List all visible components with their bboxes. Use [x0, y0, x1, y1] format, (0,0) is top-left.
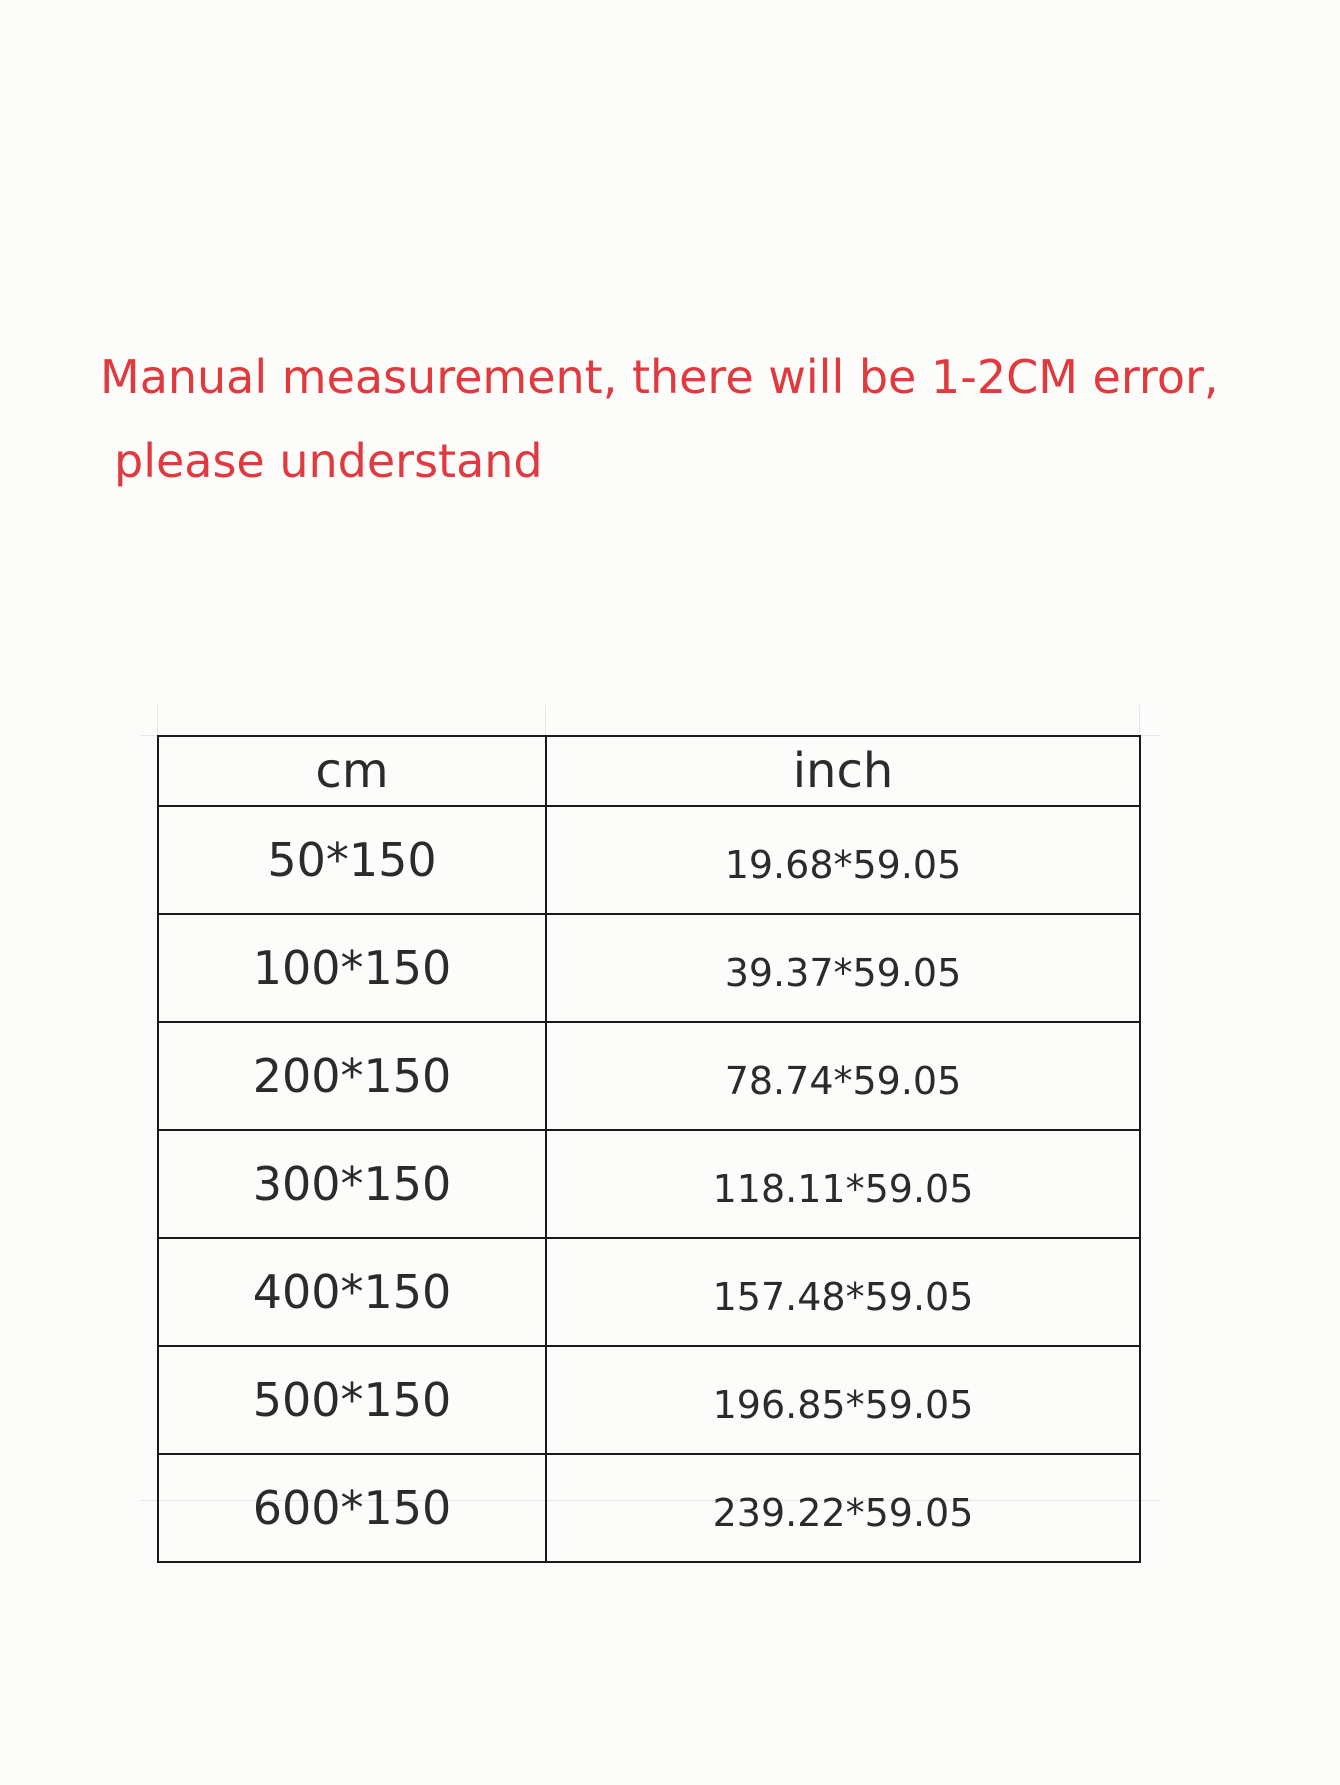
cell-cm: 300*150: [158, 1130, 546, 1238]
notice-line-2: please understand: [114, 434, 543, 488]
cell-inch: 118.11*59.05: [546, 1130, 1140, 1238]
cell-cm: 400*150: [158, 1238, 546, 1346]
cell-cm: 500*150: [158, 1346, 546, 1454]
cell-cm: 100*150: [158, 914, 546, 1022]
table-row: [158, 1022, 1140, 1130]
table-header-row: [158, 736, 1140, 806]
cell-inch: 157.48*59.05: [546, 1238, 1140, 1346]
cell-cm: 50*150: [158, 806, 546, 914]
table-row: [158, 806, 1140, 914]
table-row: [158, 914, 1140, 1022]
notice-line-1: Manual measurement, there will be 1-2CM error,: [100, 350, 1219, 404]
size-conversion-table: [157, 735, 1141, 1563]
cell-cm: 200*150: [158, 1022, 546, 1130]
column-header-inch: inch: [546, 736, 1140, 806]
cell-inch: 78.74*59.05: [546, 1022, 1140, 1130]
table-row: [158, 1130, 1140, 1238]
table-row: [158, 1346, 1140, 1454]
measurement-notice: [100, 335, 1300, 503]
cell-inch: 39.37*59.05: [546, 914, 1140, 1022]
column-header-cm: cm: [158, 736, 546, 806]
table-row: [158, 1238, 1140, 1346]
table-row: [158, 1454, 1140, 1562]
cell-inch: 19.68*59.05: [546, 806, 1140, 914]
cell-inch: 239.22*59.05: [546, 1454, 1140, 1562]
cell-cm: 600*150: [158, 1454, 546, 1562]
cell-inch: 196.85*59.05: [546, 1346, 1140, 1454]
